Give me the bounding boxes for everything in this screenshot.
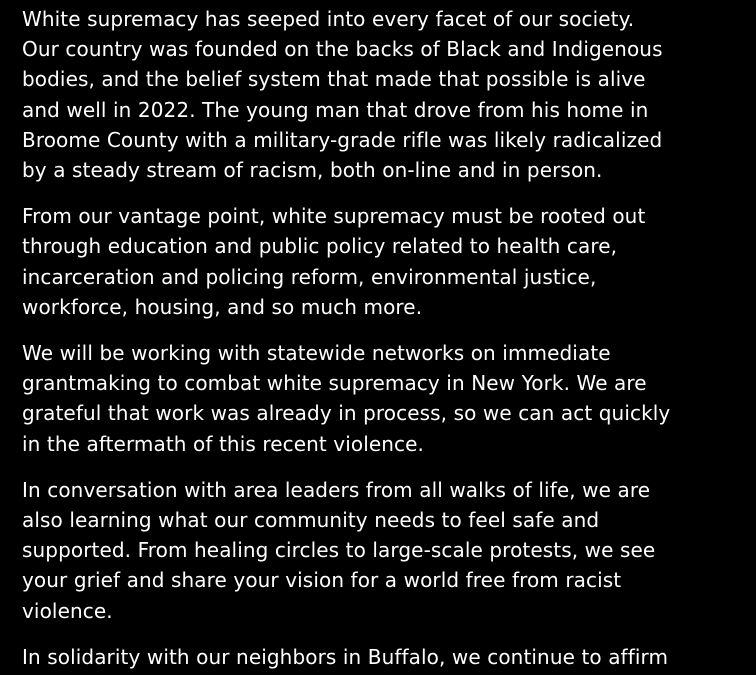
text-line: White supremacy has seeped into every facet of our society. (22, 7, 635, 31)
text-line: by a steady stream of racism, both on-line and in person. (22, 158, 603, 183)
text-line: From our vantage point, white supremacy must be rooted out (22, 204, 646, 229)
text-line: Our country was founded on the backs of Black and Indigenous (22, 37, 663, 62)
text-line: supported. From healing circles to large-scale protests, we see (22, 538, 656, 563)
text-line: workforce, housing, and so much more. (22, 294, 423, 319)
text-line: Broome County with a military-grade rifle was likely radicalized (22, 127, 663, 152)
text-line: also learning what our community needs to feel safe and (22, 508, 600, 533)
paragraph-5 (22, 642, 746, 672)
paragraph-1 (22, 4, 746, 185)
paragraph-4 (22, 475, 746, 626)
text-line: in the aftermath of this recent violence. (22, 431, 425, 456)
paragraph-2 (22, 201, 746, 322)
paragraph-3 (22, 338, 746, 459)
text-line: In solidarity with our neighbors in Buffalo, we continue to affirm (22, 644, 669, 669)
text-line: bodies, and the belief system that made that possible is alive (22, 67, 646, 92)
text-line: through education and public policy related to health care, (22, 234, 618, 259)
text-line: violence. (22, 598, 113, 623)
text-line: We will be working with statewide networks on immediate (22, 341, 611, 366)
text-line: grateful that work was already in process, so we can act quickly (22, 401, 671, 426)
text-line: grantmaking to combat white supremacy in New York. We are (22, 371, 647, 396)
text-line: incarceration and policing reform, environmental justice, (22, 264, 597, 289)
text-line: your grief and share your vision for a world free from racist (22, 568, 622, 593)
text-line: and well in 2022. The young man that drove from his home in (22, 97, 649, 122)
text-line: In conversation with area leaders from all walks of life, we are (22, 477, 651, 502)
